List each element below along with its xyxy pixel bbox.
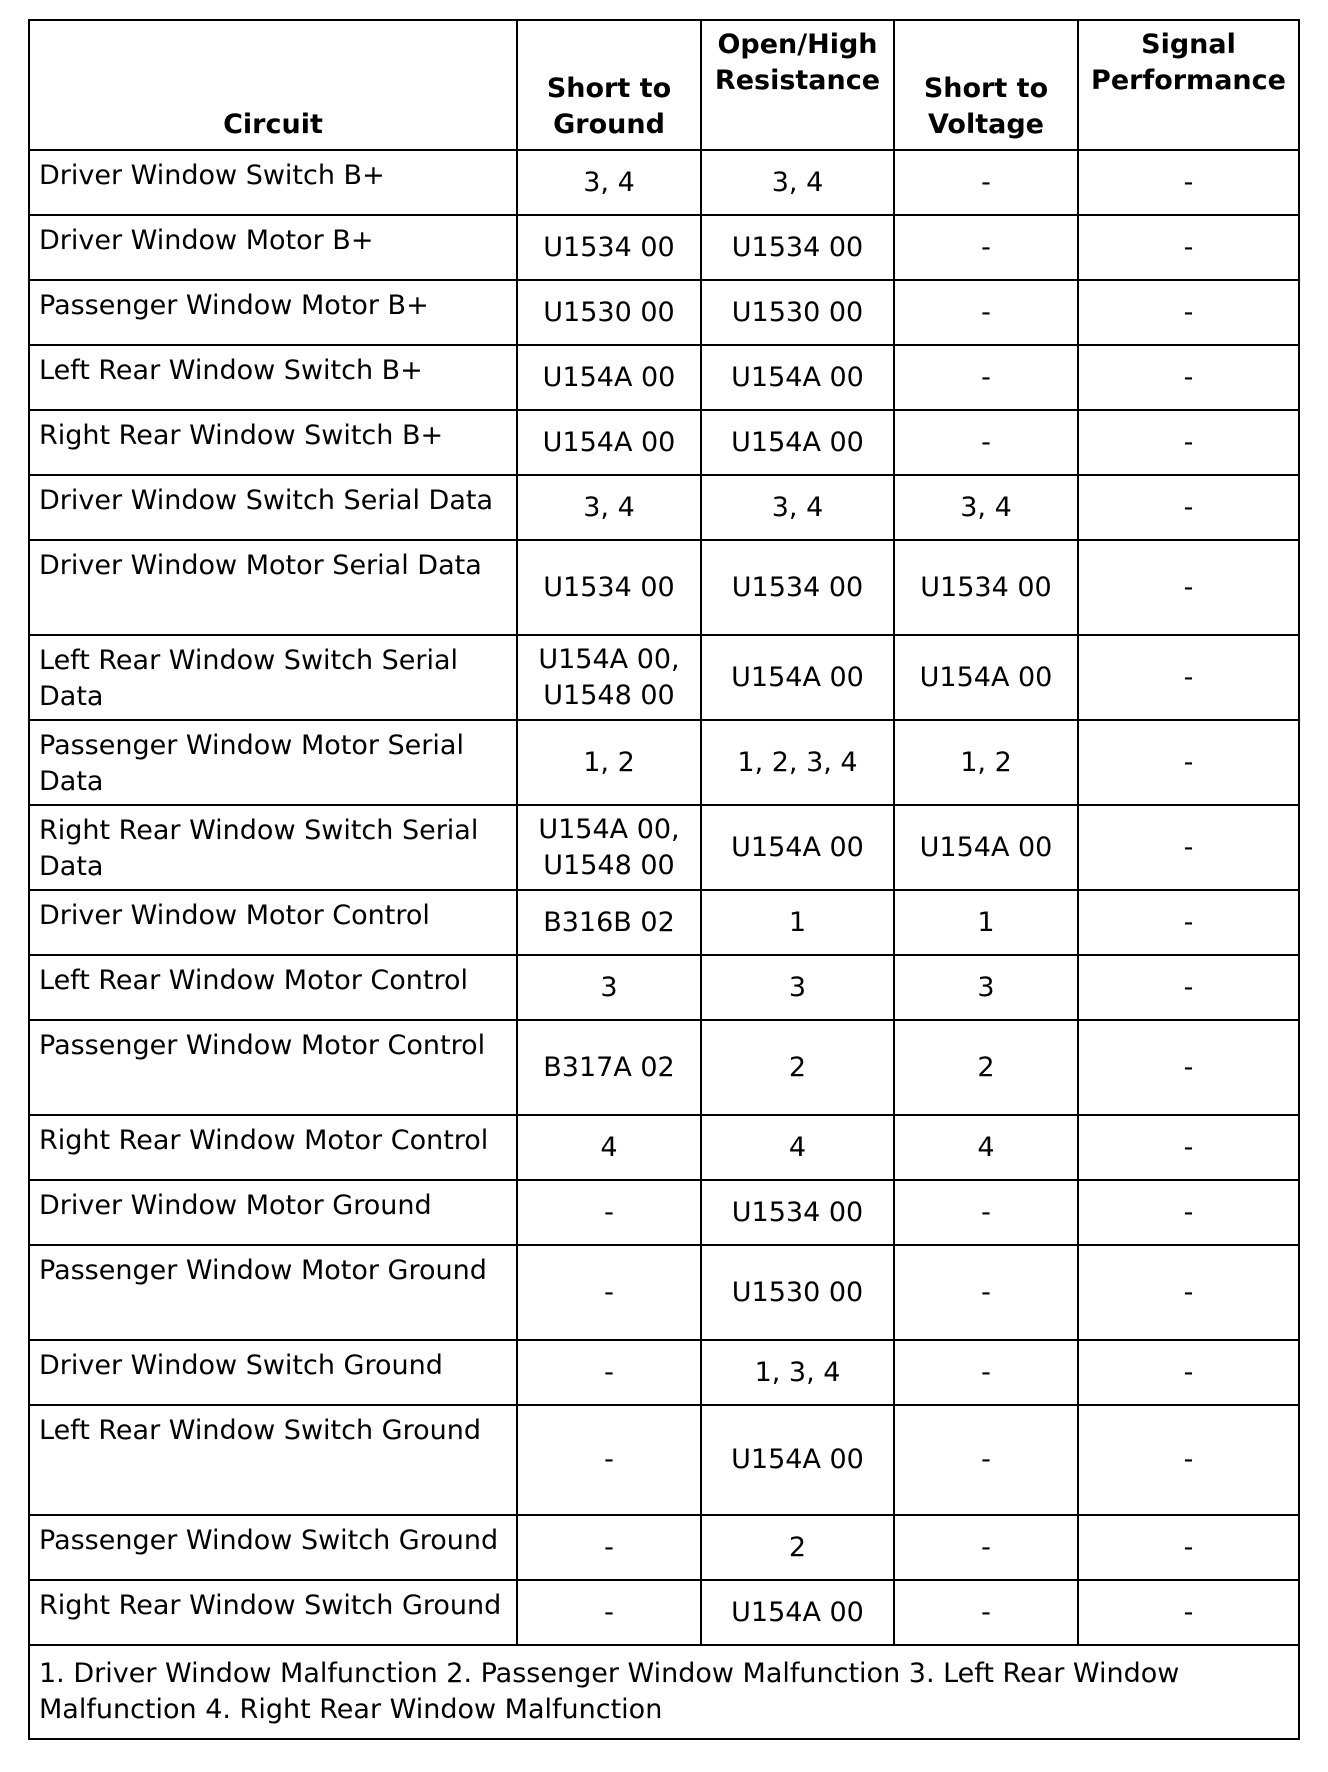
cell-signal-performance: - bbox=[1078, 410, 1299, 475]
cell-signal-performance: - bbox=[1078, 1340, 1299, 1405]
cell-short-to-voltage: - bbox=[894, 150, 1078, 215]
cell-short-to-ground: U1534 00 bbox=[517, 215, 701, 280]
cell-open-high-resistance: U154A 00 bbox=[701, 345, 894, 410]
cell-short-to-voltage: U154A 00 bbox=[894, 805, 1078, 890]
table-row bbox=[29, 215, 1299, 280]
cell-signal-performance: - bbox=[1078, 805, 1299, 890]
cell-circuit: Driver Window Switch Serial Data bbox=[29, 475, 517, 540]
header-short-to-ground: Short to Ground bbox=[517, 20, 701, 150]
cell-short-to-ground: 3 bbox=[517, 955, 701, 1020]
cell-open-high-resistance: U154A 00 bbox=[701, 1405, 894, 1515]
cell-open-high-resistance: U1534 00 bbox=[701, 1180, 894, 1245]
cell-short-to-voltage: 3, 4 bbox=[894, 475, 1078, 540]
table-body bbox=[29, 150, 1299, 1645]
cell-circuit: Driver Window Motor Ground bbox=[29, 1180, 517, 1245]
cell-open-high-resistance: 3, 4 bbox=[701, 150, 894, 215]
cell-circuit: Passenger Window Motor Ground bbox=[29, 1245, 517, 1340]
cell-signal-performance: - bbox=[1078, 150, 1299, 215]
cell-circuit: Right Rear Window Switch Serial Data bbox=[29, 805, 517, 890]
cell-signal-performance: - bbox=[1078, 540, 1299, 635]
table-row bbox=[29, 540, 1299, 635]
cell-signal-performance: - bbox=[1078, 345, 1299, 410]
table-row bbox=[29, 890, 1299, 955]
cell-circuit: Passenger Window Motor Control bbox=[29, 1020, 517, 1115]
table-row bbox=[29, 1115, 1299, 1180]
footnote-row bbox=[29, 1645, 1299, 1739]
cell-circuit: Right Rear Window Switch Ground bbox=[29, 1580, 517, 1645]
cell-signal-performance: - bbox=[1078, 890, 1299, 955]
cell-open-high-resistance: 2 bbox=[701, 1020, 894, 1115]
cell-circuit: Passenger Window Motor B+ bbox=[29, 280, 517, 345]
cell-signal-performance: - bbox=[1078, 1515, 1299, 1580]
table-row bbox=[29, 345, 1299, 410]
cell-signal-performance: - bbox=[1078, 280, 1299, 345]
header-signal-performance: Signal Performance bbox=[1078, 20, 1299, 150]
cell-open-high-resistance: U1534 00 bbox=[701, 540, 894, 635]
cell-short-to-ground: 3, 4 bbox=[517, 475, 701, 540]
cell-short-to-ground: U154A 00, U1548 00 bbox=[517, 805, 701, 890]
cell-short-to-voltage: U1534 00 bbox=[894, 540, 1078, 635]
cell-open-high-resistance: U1534 00 bbox=[701, 215, 894, 280]
table-row bbox=[29, 410, 1299, 475]
cell-circuit: Left Rear Window Switch Ground bbox=[29, 1405, 517, 1515]
cell-short-to-voltage: - bbox=[894, 1405, 1078, 1515]
cell-signal-performance: - bbox=[1078, 1245, 1299, 1340]
cell-signal-performance: - bbox=[1078, 475, 1299, 540]
table-row bbox=[29, 955, 1299, 1020]
cell-short-to-ground: U1530 00 bbox=[517, 280, 701, 345]
table-row bbox=[29, 1405, 1299, 1515]
cell-open-high-resistance: U154A 00 bbox=[701, 635, 894, 720]
cell-circuit: Driver Window Switch B+ bbox=[29, 150, 517, 215]
cell-short-to-voltage: 4 bbox=[894, 1115, 1078, 1180]
table-row bbox=[29, 280, 1299, 345]
table-header-row bbox=[29, 20, 1299, 150]
cell-circuit: Left Rear Window Switch B+ bbox=[29, 345, 517, 410]
cell-short-to-ground: U1534 00 bbox=[517, 540, 701, 635]
cell-open-high-resistance: U1530 00 bbox=[701, 1245, 894, 1340]
cell-signal-performance: - bbox=[1078, 955, 1299, 1020]
footnote: 1. Driver Window Malfunction 2. Passenger Window Malfunction 3. Left Rear Window Malfunction 4. Right Rear Window Malfunction bbox=[29, 1645, 1299, 1739]
cell-circuit: Driver Window Motor Serial Data bbox=[29, 540, 517, 635]
table-row bbox=[29, 1180, 1299, 1245]
table-row bbox=[29, 1580, 1299, 1645]
cell-signal-performance: - bbox=[1078, 635, 1299, 720]
cell-short-to-ground: - bbox=[517, 1580, 701, 1645]
cell-open-high-resistance: 1, 3, 4 bbox=[701, 1340, 894, 1405]
cell-short-to-ground: - bbox=[517, 1405, 701, 1515]
header-circuit: Circuit bbox=[29, 20, 517, 150]
cell-circuit: Passenger Window Motor Serial Data bbox=[29, 720, 517, 805]
cell-short-to-voltage: 3 bbox=[894, 955, 1078, 1020]
cell-short-to-ground: B316B 02 bbox=[517, 890, 701, 955]
cell-open-high-resistance: 3, 4 bbox=[701, 475, 894, 540]
table-row bbox=[29, 1020, 1299, 1115]
table-row bbox=[29, 1245, 1299, 1340]
cell-short-to-voltage: - bbox=[894, 1515, 1078, 1580]
cell-short-to-voltage: U154A 00 bbox=[894, 635, 1078, 720]
cell-short-to-voltage: - bbox=[894, 1340, 1078, 1405]
table-row bbox=[29, 805, 1299, 890]
cell-signal-performance: - bbox=[1078, 1020, 1299, 1115]
cell-signal-performance: - bbox=[1078, 1580, 1299, 1645]
cell-short-to-voltage: - bbox=[894, 1580, 1078, 1645]
cell-short-to-ground: - bbox=[517, 1340, 701, 1405]
cell-short-to-voltage: - bbox=[894, 280, 1078, 345]
cell-open-high-resistance: 3 bbox=[701, 955, 894, 1020]
table-row bbox=[29, 150, 1299, 215]
cell-circuit: Driver Window Motor Control bbox=[29, 890, 517, 955]
cell-open-high-resistance: 2 bbox=[701, 1515, 894, 1580]
cell-short-to-voltage: - bbox=[894, 215, 1078, 280]
cell-short-to-ground: 3, 4 bbox=[517, 150, 701, 215]
cell-open-high-resistance: U154A 00 bbox=[701, 410, 894, 475]
cell-short-to-ground: B317A 02 bbox=[517, 1020, 701, 1115]
cell-short-to-ground: - bbox=[517, 1515, 701, 1580]
table-row bbox=[29, 635, 1299, 720]
cell-open-high-resistance: 1, 2, 3, 4 bbox=[701, 720, 894, 805]
header-open-high-resistance: Open/High Resistance bbox=[701, 20, 894, 150]
table-row bbox=[29, 1340, 1299, 1405]
cell-short-to-voltage: - bbox=[894, 1180, 1078, 1245]
cell-signal-performance: - bbox=[1078, 1405, 1299, 1515]
cell-signal-performance: - bbox=[1078, 720, 1299, 805]
cell-signal-performance: - bbox=[1078, 1180, 1299, 1245]
cell-signal-performance: - bbox=[1078, 215, 1299, 280]
cell-short-to-ground: U154A 00 bbox=[517, 345, 701, 410]
cell-short-to-voltage: 2 bbox=[894, 1020, 1078, 1115]
circuit-dtc-table bbox=[28, 19, 1300, 1740]
cell-short-to-ground: 1, 2 bbox=[517, 720, 701, 805]
cell-short-to-voltage: - bbox=[894, 1245, 1078, 1340]
cell-circuit: Right Rear Window Switch B+ bbox=[29, 410, 517, 475]
cell-open-high-resistance: U154A 00 bbox=[701, 1580, 894, 1645]
cell-short-to-voltage: - bbox=[894, 410, 1078, 475]
cell-circuit: Driver Window Motor B+ bbox=[29, 215, 517, 280]
cell-open-high-resistance: U154A 00 bbox=[701, 805, 894, 890]
cell-short-to-voltage: 1 bbox=[894, 890, 1078, 955]
cell-short-to-voltage: - bbox=[894, 345, 1078, 410]
cell-circuit: Passenger Window Switch Ground bbox=[29, 1515, 517, 1580]
header-short-to-voltage: Short to Voltage bbox=[894, 20, 1078, 150]
cell-short-to-ground: U154A 00 bbox=[517, 410, 701, 475]
table-row bbox=[29, 475, 1299, 540]
table-row bbox=[29, 720, 1299, 805]
cell-signal-performance: - bbox=[1078, 1115, 1299, 1180]
cell-circuit: Left Rear Window Switch Serial Data bbox=[29, 635, 517, 720]
cell-open-high-resistance: 1 bbox=[701, 890, 894, 955]
cell-open-high-resistance: U1530 00 bbox=[701, 280, 894, 345]
cell-circuit: Driver Window Switch Ground bbox=[29, 1340, 517, 1405]
cell-short-to-ground: 4 bbox=[517, 1115, 701, 1180]
cell-short-to-voltage: 1, 2 bbox=[894, 720, 1078, 805]
table-row bbox=[29, 1515, 1299, 1580]
cell-circuit: Left Rear Window Motor Control bbox=[29, 955, 517, 1020]
cell-short-to-ground: - bbox=[517, 1180, 701, 1245]
cell-circuit: Right Rear Window Motor Control bbox=[29, 1115, 517, 1180]
cell-short-to-ground: - bbox=[517, 1245, 701, 1340]
cell-short-to-ground: U154A 00, U1548 00 bbox=[517, 635, 701, 720]
cell-open-high-resistance: 4 bbox=[701, 1115, 894, 1180]
